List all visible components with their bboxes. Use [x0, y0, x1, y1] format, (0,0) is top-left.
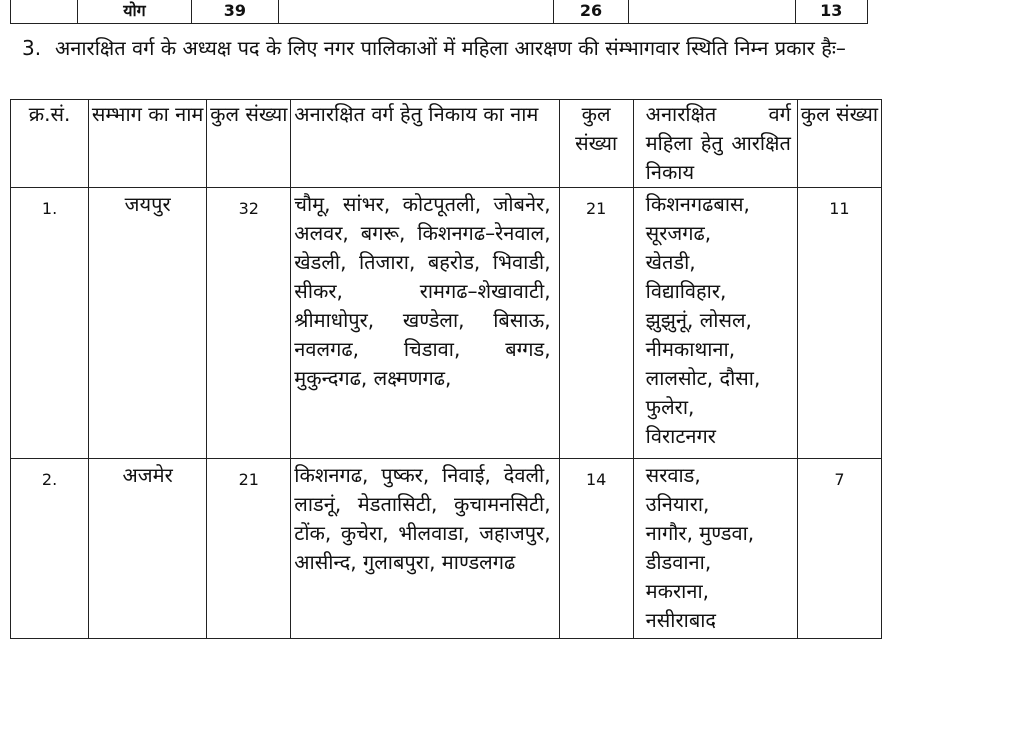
- row-sno: 1.: [11, 188, 89, 459]
- table-row: [11, 188, 882, 459]
- total-label: योग: [78, 0, 191, 24]
- header-unreserved-count: कुल संख्या: [559, 100, 633, 188]
- women-body-line: नीमकाथाना,: [645, 337, 736, 361]
- women-body-line: विराटनगर: [645, 424, 716, 448]
- row-unreserved-bodies: चौमू, सांभर, कोटपूतली, जोबनेर, अलवर, बगरू, किशनगढ–रेनवाल, खेडली, तिजारा, बहरोड, भिवाडी, सीकर, रामगढ–शेखावाटी, श्रीमाधोपुर, खण्डेला, बिसाऊ, नवलगढ, चिडावा, बग्गड, मुकुन्दगढ, लक्ष्मणगढ,: [291, 188, 559, 459]
- row-sno: 2.: [11, 459, 89, 639]
- row-unreserved-bodies: किशनगढ, पुष्कर, निवाई, देवली, लाडनूं, मेडतासिटी, कुचामनसिटी, टोंक, कुचेरा, भीलवाडा, जहाजपुर, आसीन्द, गुलाबपुरा, माण्डलगढ: [291, 459, 559, 639]
- table-row: [11, 459, 882, 639]
- header-unreserved-bodies: अनारक्षित वर्ग हेतु निकाय का नाम: [291, 100, 559, 188]
- header-total: कुल संख्या: [207, 100, 291, 188]
- row-women-count: 11: [797, 188, 881, 459]
- row-unreserved-count: 21: [559, 188, 633, 459]
- reservation-table: [10, 99, 882, 639]
- blank-cell: [11, 0, 78, 24]
- row-women-count: 7: [797, 459, 881, 639]
- header-women-bodies: अनारक्षित वर्ग महिला हेतु आरक्षित निकाय: [633, 100, 797, 188]
- section-number: 3.: [22, 36, 42, 60]
- women-body-line: सूरजगढ,: [645, 221, 712, 245]
- header-women-count: कुल संख्या: [797, 100, 881, 188]
- blank-cell: [629, 0, 795, 24]
- section-text: अनारक्षित वर्ग के अध्यक्ष पद के लिए नगर पालिकाओं में महिला आरक्षण की संम्भागवार स्थिति निम्न प्रकार हैः–: [55, 36, 846, 60]
- women-body-line: उनियारा,: [645, 492, 710, 516]
- header-sno: क्र.सं.: [11, 100, 89, 188]
- row-women-bodies: [633, 459, 797, 639]
- women-body-line: फुलेरा,: [645, 395, 695, 419]
- women-body-line: मकराना,: [645, 579, 709, 603]
- blank-cell: [279, 0, 553, 24]
- row-total: 32: [207, 188, 291, 459]
- row-unreserved-count: 14: [559, 459, 633, 639]
- women-body-line: खेतडी,: [645, 250, 696, 274]
- women-body-line: नसीराबाद: [645, 608, 717, 632]
- women-body-line: लालसोट, दौसा,: [645, 366, 761, 390]
- row-total: 21: [207, 459, 291, 639]
- section-paragraph: [22, 34, 874, 62]
- unreserved-total-count: 26: [553, 0, 628, 24]
- total-count: 39: [191, 0, 279, 24]
- women-body-line: किशनगढबास,: [645, 192, 750, 216]
- table-header-row: [11, 100, 882, 188]
- previous-total-row: [11, 0, 868, 24]
- row-division: जयपुर: [89, 188, 207, 459]
- header-division: सम्भाग का नाम: [89, 100, 207, 188]
- women-body-line: डीडवाना,: [645, 550, 712, 574]
- women-body-line: नागौर, मुण्डवा,: [645, 521, 755, 545]
- women-body-line: विद्याविहार,: [645, 279, 727, 303]
- row-women-bodies: [633, 188, 797, 459]
- row-division: अजमेर: [89, 459, 207, 639]
- women-body-line: झुझुनूं, लोसल,: [645, 308, 752, 332]
- previous-total-table: [10, 0, 868, 24]
- women-total-count: 13: [795, 0, 867, 24]
- women-body-line: सरवाड,: [645, 463, 701, 487]
